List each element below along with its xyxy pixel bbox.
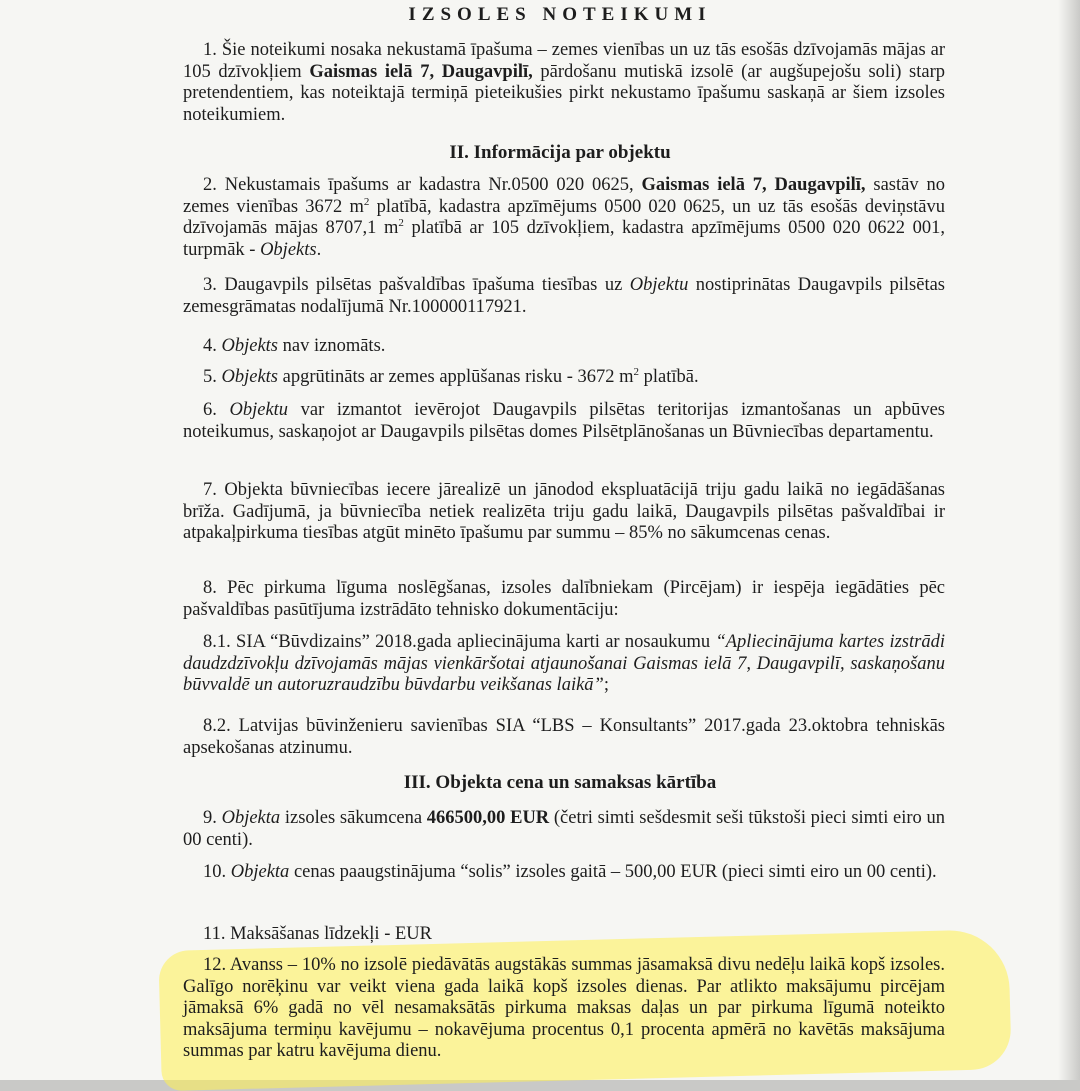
p6-objektu: Objektu: [229, 400, 289, 420]
p5-end: platībā.: [639, 367, 699, 387]
paragraph-12: 12. Avanss – 10% no izsolē piedāvātās augstākās summas jāsamaksā divu nedēļu laikā kopš izsoles. Galīgo norēķinu var veikt viena gada laikā kopš izsoles dienas. Par atlikto maksājumu pircējam jāmaksā 6% gadā no vēl nesamaksātās pirkuma maksas daļas un par pirkuma līgumā noteikto maksājuma termiņu kavējumu – nokavējuma procentus 0,1 procenta apmērā no kavētās maksājuma summas par katru kavējuma dienu.: [183, 955, 945, 1061]
p10-num: 10.: [203, 862, 231, 882]
paragraph-1: [183, 40, 945, 126]
p2-text-4: platībā ar 105 dzīvokļiem, kadastra apzīmējums 0500 020 0622 001, turpmāk -: [183, 218, 945, 260]
paragraph-4: [183, 336, 945, 358]
paragraph-2: [183, 175, 945, 261]
p3-objektu: Objektu: [629, 275, 689, 295]
paragraph-8: 8. Pēc pirkuma līguma noslēgšanas, izsoles dalībniekam (Pircējam) ir iespēja iegādāties pēc pašvaldības pasūtījuma izstrādāto tehnisko dokumentāciju:: [183, 578, 945, 620]
p9-text-end: (četri simti sešdesmit seši tūkstoši pieci simti eiro un 00 centi).: [183, 808, 945, 850]
p1-text-end: pārdošanu mutiskā izsolē (ar augšupejošu soli) starp pretendentiem, kas noteiktajā termiņā pieteikušies pirkt nekustamo īpašumu saskaņā ar šiem izsoles noteikumiem.: [183, 61, 945, 125]
p2-text-2: sastāv no zemes vienības 3672 m: [183, 175, 945, 217]
p2-text-3: platībā, kadastra apzīmējums 0500 020 0625, un uz tās esošās deviņstāvu dzīvojamās mājas 8707,1 m: [183, 196, 945, 238]
p5-num: 5.: [203, 367, 222, 387]
p2-sup-1: 2: [363, 195, 370, 208]
p5-sup: 2: [633, 365, 640, 378]
paragraph-8-1: [183, 632, 945, 697]
p4-num: 4.: [203, 336, 222, 356]
p3-text-end: nostiprinātas Daugavpils pilsētas zemesgrāmatas nodalījumā Nr.100000117921.: [183, 275, 946, 317]
p1-text: 1. Šie noteikumi nosaka nekustamā īpašuma – zemes vienības un uz tās esošās dzīvojamās mājas ar 105 dzīvokļiem: [183, 40, 945, 82]
p6-text: var izmantot ievērojot Daugavpils pilsētas teritorijas izmantošanas un apbūves noteikumus, saskaņojot ar Daugavpils pilsētas domes Pilsētplānošanas un Būvniecības departamentu.: [183, 400, 945, 442]
p9-num: 9.: [203, 808, 222, 828]
p10-objekta: Objekta: [230, 862, 290, 882]
paragraph-6: [183, 400, 945, 443]
p3-text: 3. Daugavpils pilsētas pašvaldības īpašuma tiesības uz: [203, 275, 630, 295]
p5-text: apgrūtināts ar zemes applūšanas risku - 3672 m: [278, 367, 634, 387]
p2-sup-2: 2: [398, 216, 404, 229]
p1-address: Gaismas ielā 7, Daugavpilī,: [309, 61, 533, 82]
p9-price: 466500,00 EUR: [426, 808, 550, 828]
paragraph-11: 11. Maksāšanas līdzekļi - EUR: [203, 924, 432, 944]
p2-end: .: [316, 239, 322, 260]
p9-objekta: Objekta: [221, 808, 281, 828]
paragraph-7: 7. Objekta būvniecības iecere jārealizē un jānodod ekspluatācijā triju gadu laikā no iegādāšanas brīža. Gadījumā, ja būvniecība netiek realizēta triju gadu laikā, Daugavpils pilsētas pašvaldībai ir atpakaļpirkuma tiesības atgūt minēto īpašumu par summu – 85% no sākumcenas cenas.: [183, 480, 945, 543]
p4-objekts: Objekts: [221, 336, 279, 356]
p81-title: “Apliecinājuma kartes izstrādi daudzdzīvokļu dzīvojamās mājas vienkāršotai atjaunošanai Gaismas ielā 7, Daugavpilī, saskaņošanu būvvaldē un autoruzraudzību būvdarbu veikšanas laikā”: [183, 632, 945, 695]
paragraph-5: [183, 367, 945, 389]
p81-text: 8.1. SIA “Būvdizains” 2018.gada apliecinājuma karti ar nosaukumu: [203, 632, 716, 652]
p6-num: 6.: [203, 400, 230, 420]
p9-text: izsoles sākumcena: [280, 808, 427, 828]
paragraph-10: [183, 862, 945, 884]
p2-address: Gaismas ielā 7, Daugavpilī,: [641, 175, 866, 195]
p81-end: ;: [603, 675, 609, 695]
p5-objekts: Objekts: [221, 367, 279, 387]
paragraph-3: [183, 275, 945, 318]
section-3-title: III. Objekta cena un samaksas kārtība: [403, 772, 717, 793]
document-title: IZSOLES NOTEIKUMI: [408, 4, 712, 25]
p2-objekts: Objekts: [260, 239, 317, 260]
p2-text: 2. Nekustamais īpašums ar kadastra Nr.0500 020 0625,: [203, 175, 642, 195]
section-2-title: II. Informācija par objektu: [449, 142, 671, 163]
paragraph-8-2: 8.2. Latvijas būvinženieru savienības SIA “LBS – Konsultants” 2017.gada 23.oktobra tehniskās apsekošanas atzinumu.: [183, 716, 945, 758]
p4-text: nav iznomāts.: [278, 336, 386, 356]
paragraph-9: [183, 808, 945, 851]
p10-text: cenas paaugstinājuma “solis” izsoles gaitā – 500,00 EUR (pieci simti eiro un 00 centi).: [289, 862, 937, 882]
